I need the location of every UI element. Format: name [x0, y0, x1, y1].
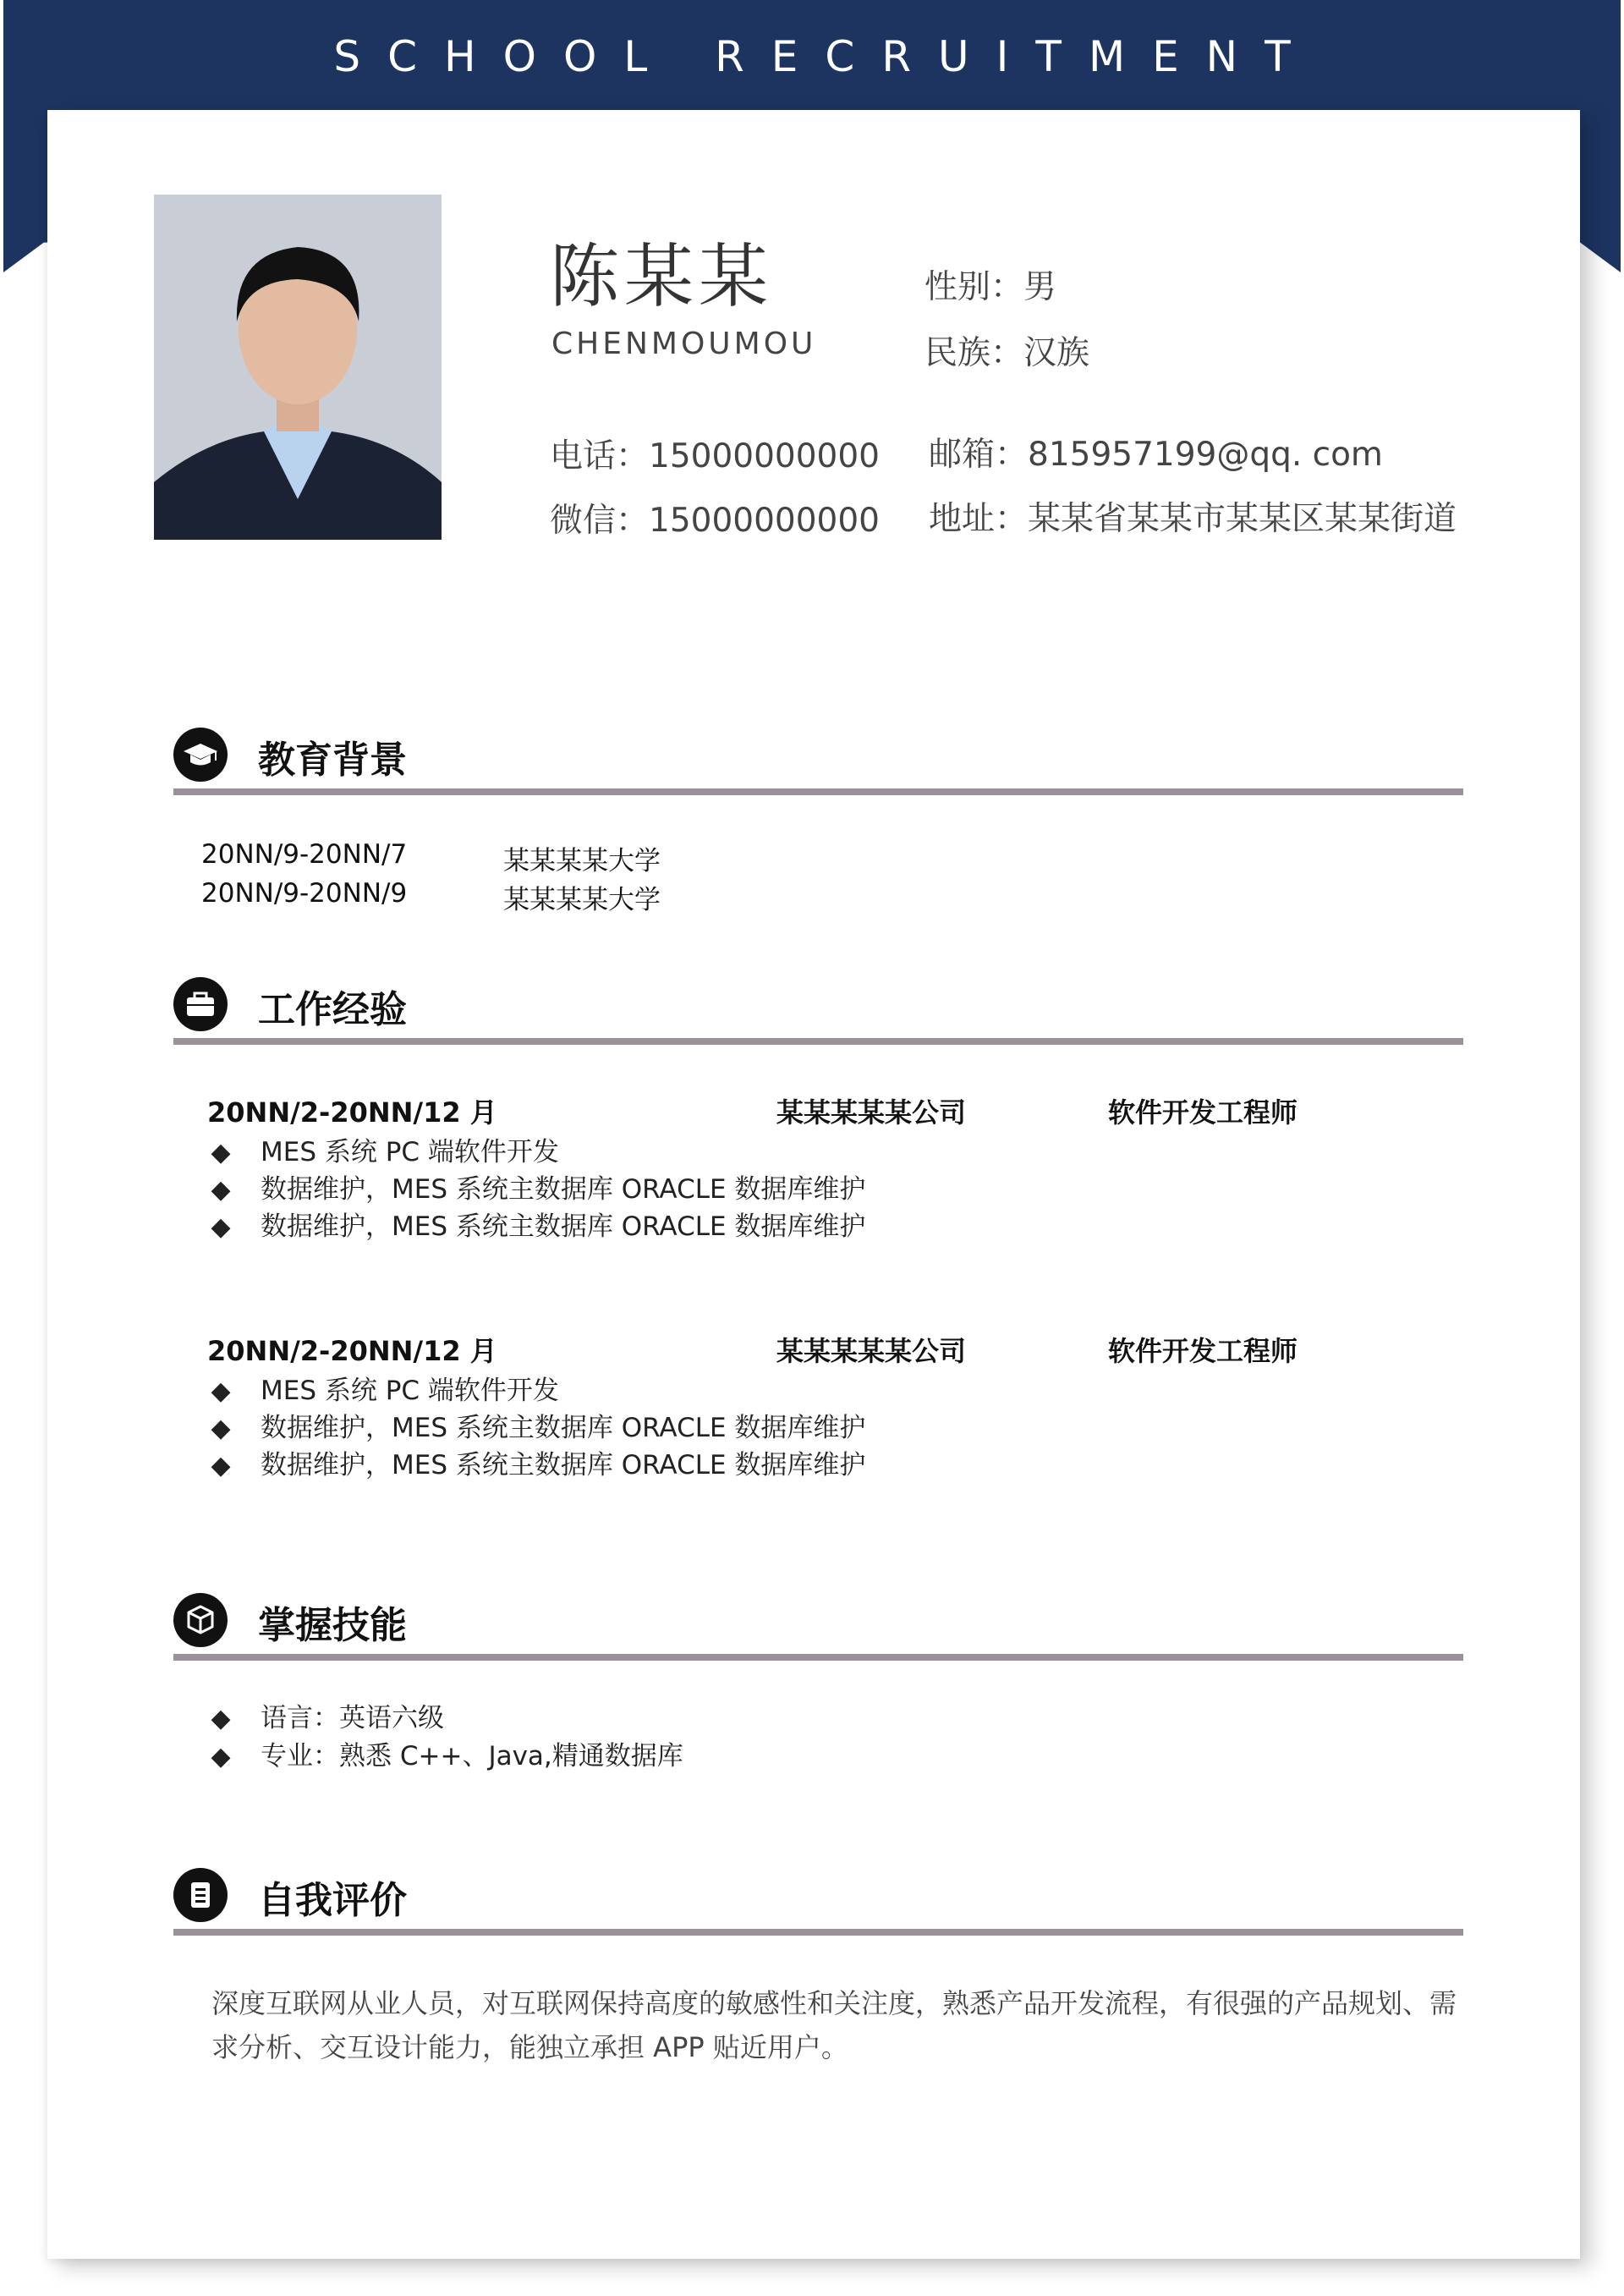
diamond-bullet-icon: ◆	[211, 1212, 231, 1242]
work-title: 工作经验	[258, 988, 407, 1031]
graduation-cap-icon	[173, 728, 228, 782]
diamond-bullet-icon: ◆	[211, 1376, 231, 1406]
candidate-name-en: CHENMOUMOU	[551, 327, 817, 361]
job-2-company: 某某某某某公司	[776, 1335, 967, 1367]
edu-school-2: 某某某某大学	[503, 885, 661, 915]
skills-title: 掌握技能	[258, 1604, 407, 1647]
self-eval-section	[173, 1858, 1463, 1934]
profile-photo	[154, 195, 442, 540]
self-eval-divider	[173, 1929, 1463, 1936]
diamond-bullet-icon: ◆	[211, 1704, 231, 1733]
wechat-info: 微信：15000000000	[550, 502, 880, 540]
address-info: 地址：某某省某某市某某区某某街道	[929, 500, 1457, 538]
phone-info: 电话：15000000000	[550, 437, 880, 475]
email-info: 邮箱：815957199@qq. com	[929, 436, 1383, 474]
work-header	[173, 967, 1463, 1043]
diamond-bullet-icon: ◆	[211, 1138, 231, 1167]
candidate-name: 陈某某	[550, 237, 774, 317]
skill-text: 语言：英语六级	[261, 1703, 444, 1733]
skill-item-2	[210, 1734, 683, 1772]
skills-divider	[173, 1654, 1463, 1661]
diamond-bullet-icon: ◆	[211, 1742, 231, 1771]
ethnicity-info: 民族：汉族	[924, 334, 1090, 372]
job-1-bullet-2	[210, 1167, 865, 1206]
job-1-bullet-1	[210, 1130, 559, 1168]
education-divider	[173, 788, 1463, 795]
bullet-text: 数据维护，MES 系统主数据库 ORACLE 数据库维护	[261, 1450, 866, 1480]
skill-item-1	[210, 1696, 444, 1734]
job-1-role: 软件开发工程师	[1108, 1096, 1298, 1129]
job-1-company: 某某某某某公司	[776, 1096, 967, 1129]
self-eval-text: 深度互联网从业人员，对互联网保持高度的敏感性和关注度，熟悉产品开发流程，有很强的产品规划、需求分析、交互设计能力，能独立承担 APP 贴近用户。	[211, 1987, 1457, 2063]
job-1-bullet-3	[210, 1205, 865, 1243]
education-title: 教育背景	[258, 739, 407, 782]
edu-school-1: 某某某某大学	[503, 846, 661, 876]
job-2-role: 软件开发工程师	[1108, 1335, 1298, 1367]
skill-text: 专业：熟悉 C++、Java,精通数据库	[261, 1741, 683, 1771]
bullet-text: MES 系统 PC 端软件开发	[261, 1376, 559, 1406]
bullet-text: 数据维护，MES 系统主数据库 ORACLE 数据库维护	[261, 1413, 866, 1443]
skills-section	[173, 1583, 1463, 1659]
document-icon	[173, 1868, 228, 1922]
bullet-text: MES 系统 PC 端软件开发	[261, 1137, 559, 1167]
job-2-bullet-2	[210, 1406, 865, 1444]
education-section	[173, 717, 1463, 794]
diamond-bullet-icon: ◆	[211, 1451, 231, 1480]
bullet-text: 数据维护，MES 系统主数据库 ORACLE 数据库维护	[261, 1211, 866, 1242]
job-2-bullet-1	[210, 1369, 559, 1407]
self-eval-header	[173, 1858, 1463, 1934]
work-divider	[173, 1038, 1463, 1045]
skills-header	[173, 1583, 1463, 1659]
cube-icon	[173, 1593, 228, 1647]
job-2-bullet-3	[210, 1443, 865, 1481]
diamond-bullet-icon: ◆	[211, 1175, 231, 1205]
diamond-bullet-icon: ◆	[211, 1414, 231, 1443]
bullet-text: 数据维护，MES 系统主数据库 ORACLE 数据库维护	[261, 1174, 866, 1205]
job-2-period: 20NN/2-20NN/12 月	[207, 1335, 497, 1367]
self-eval-title: 自我评价	[258, 1879, 407, 1922]
job-1-period: 20NN/2-20NN/12 月	[207, 1096, 497, 1129]
briefcase-icon	[173, 977, 228, 1031]
edu-period-1: 20NN/9-20NN/7	[201, 839, 408, 870]
gender-info: 性别：男	[924, 268, 1057, 306]
banner-title: SCHOOL RECRUITMENT	[333, 32, 1318, 81]
edu-period-2: 20NN/9-20NN/9	[201, 878, 408, 909]
education-header	[173, 717, 1463, 794]
work-section	[173, 967, 1463, 1043]
